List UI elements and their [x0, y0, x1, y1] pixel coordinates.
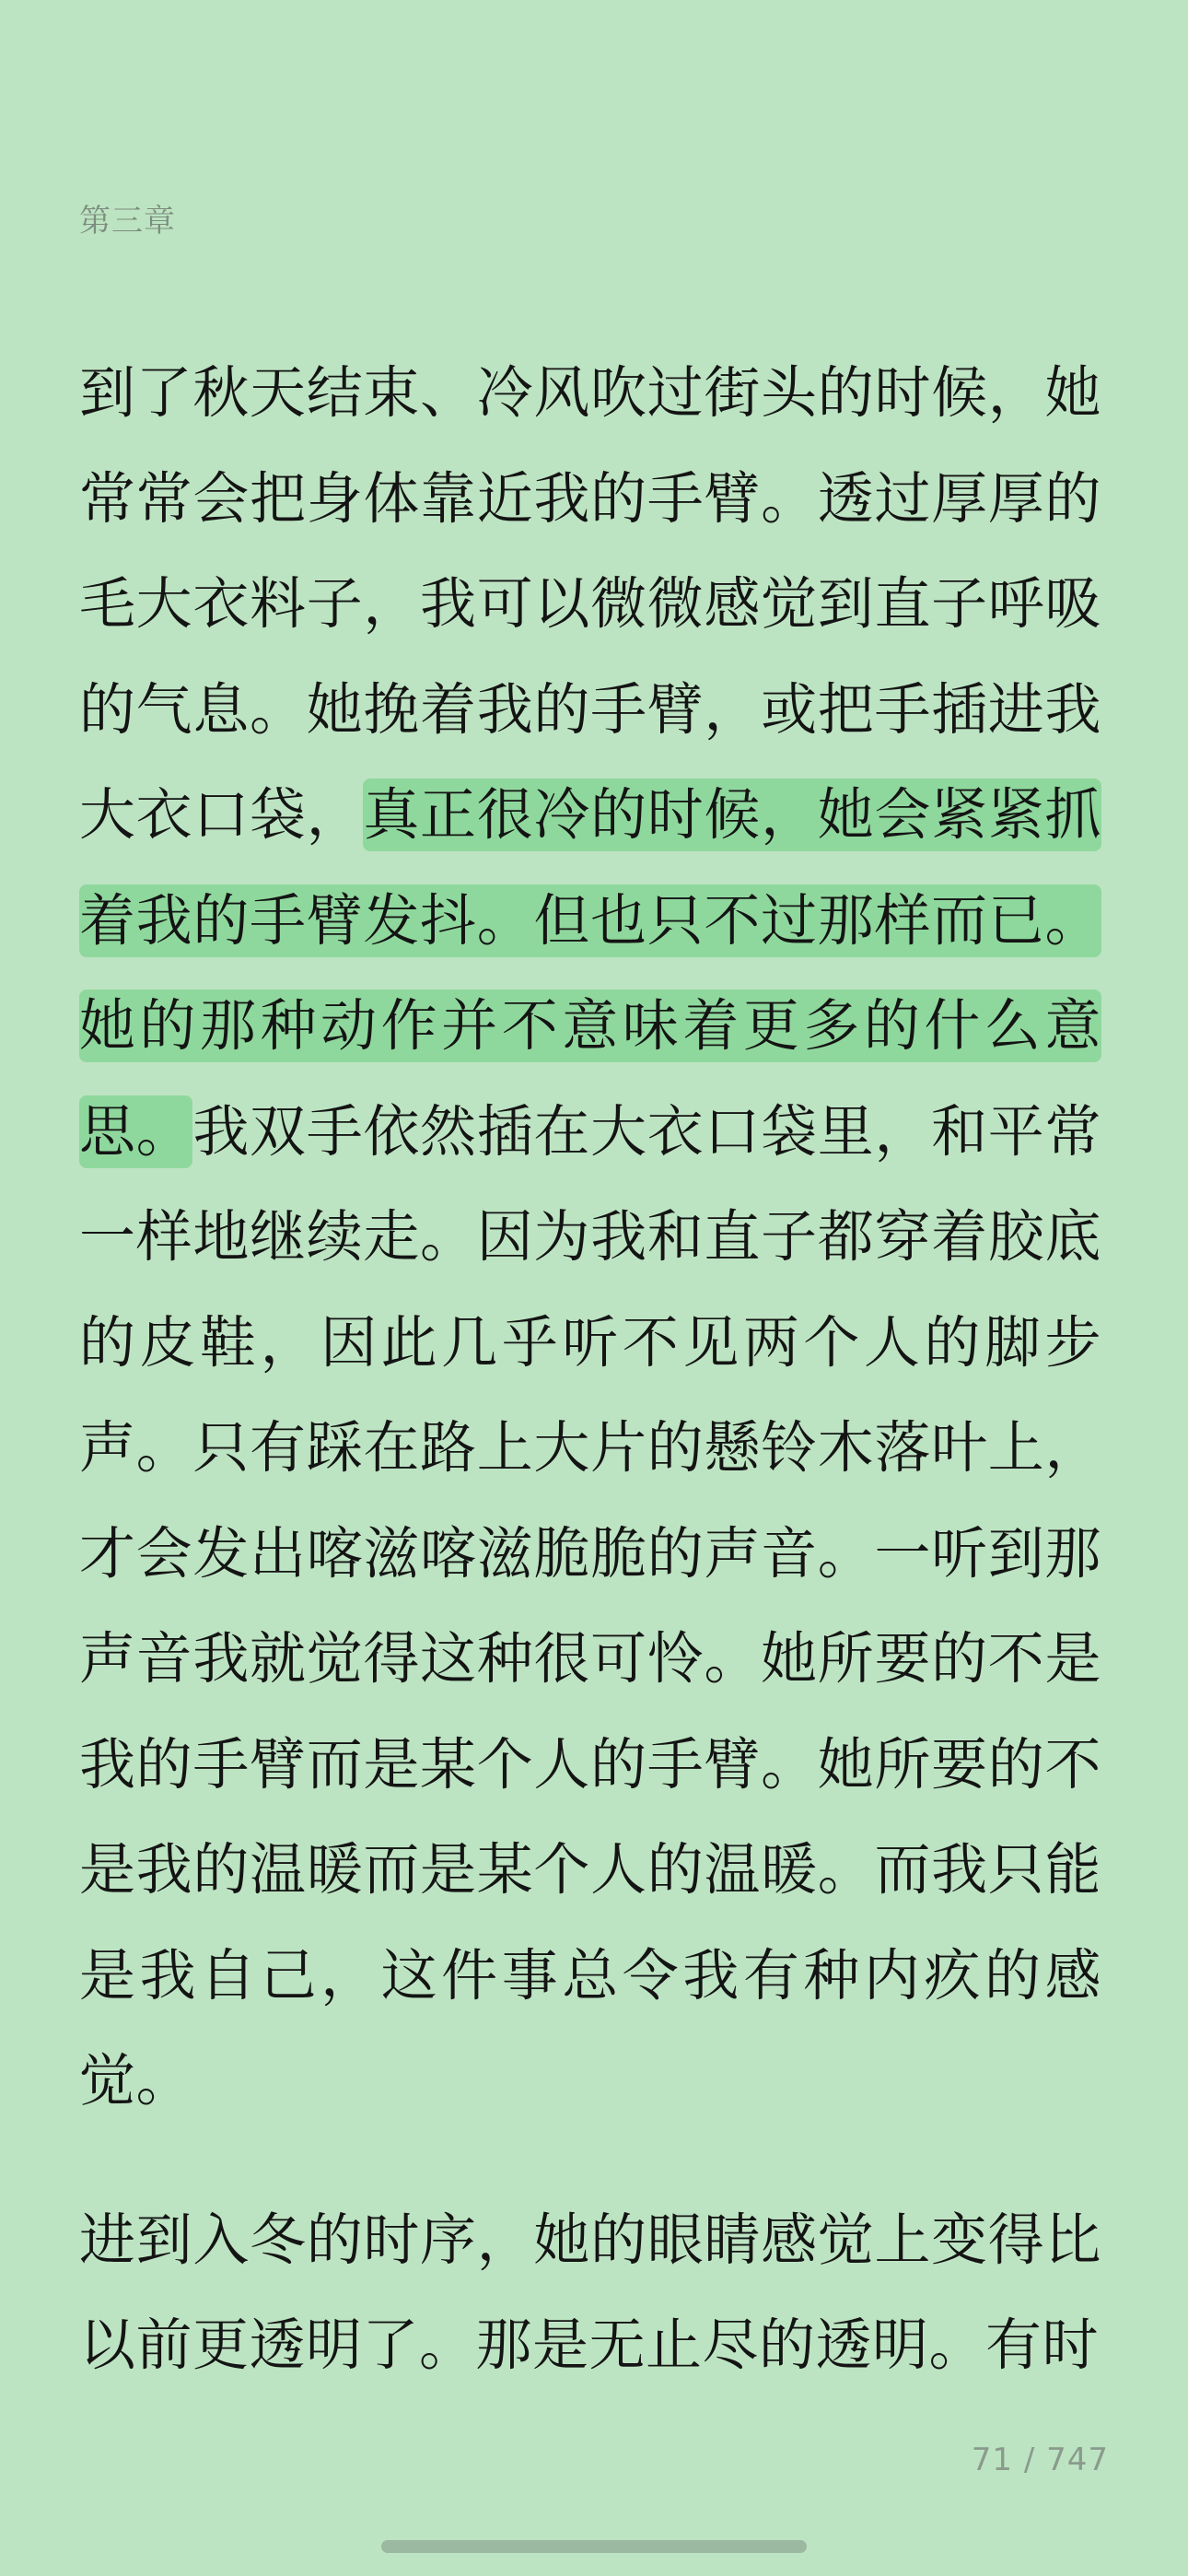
reading-content[interactable] — [79, 341, 1101, 2399]
paragraph-1-text-after: 我双手依然插在大衣口袋里，和平常一样地继续走。因为我和直子都穿着胶底的皮鞋，因此几乎听不见两个人的脚步声。只有踩在路上大片的懸铃木落叶上，才会发出喀滋喀滋脆脆的声音。一听到那声音我就觉得这种很可怜。她所要的不是我的手臂而是某个人的手臂。她所要的不是我的温暖而是某个人的温暖。而我只能是我自己，这件事总令我有种内疚的感觉。 — [79, 1098, 1101, 2113]
home-indicator-bar[interactable] — [381, 2540, 807, 2553]
paragraph-2[interactable]: 进到入冬的时序，她的眼睛感觉上变得比以前更透明了。那是无止尽的透明。有时 — [79, 2207, 1101, 2378]
highlighted-passage[interactable]: 真正很冷的时候，她会紧紧抓着我的手臂发抖。但也只不过那样而已。她的那种动作并不意味着更多的什么意思。 — [79, 779, 1101, 1168]
paragraph-1[interactable] — [79, 341, 1101, 2135]
chapter-title: 第三章 — [79, 203, 176, 240]
paragraph-1-text-before: 到了秋天结束、冷风吹过街头的时候，她常常会把身体靠近我的手臂。透过厚厚的毛大衣料子，我可以微微感觉到直子呼吸的气息。她挽着我的手臂，或把手插进我大衣口袋， — [79, 360, 1101, 848]
page-indicator: 71 / 747 — [971, 2441, 1109, 2478]
